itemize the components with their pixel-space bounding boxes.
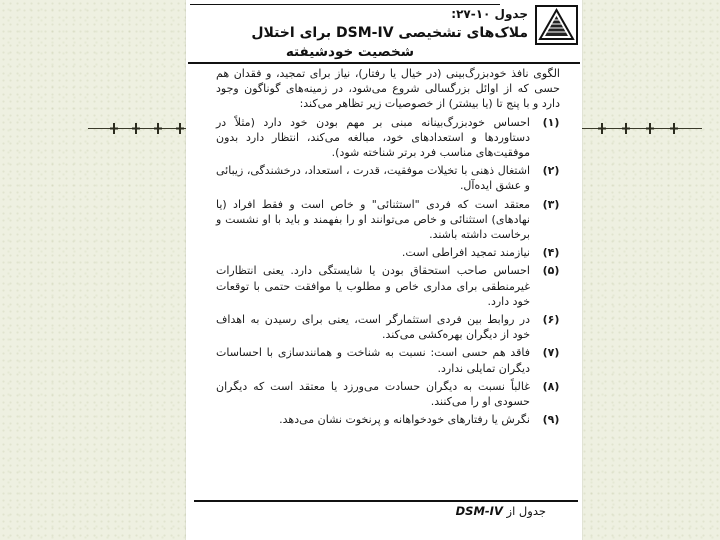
- criterion-number: (۱): [542, 115, 560, 129]
- publisher-logo-icon: [535, 5, 578, 45]
- criterion-item: [216, 163, 564, 193]
- criterion-text: احساس صاحب استحقاق بودن یا شایستگی دارد. یعنی انتظارات غیرمنطقی برای مداری خاص و مطلوب یا موافقت حتمی با توقعات خود دارد.: [216, 264, 530, 308]
- footer-rule: [194, 500, 578, 502]
- criterion-number: (۷): [542, 346, 560, 360]
- criterion-number: (۶): [542, 313, 560, 327]
- header-top-rule: [190, 4, 500, 5]
- cross-ornament-icon: [176, 123, 184, 134]
- criterion-item: [216, 263, 564, 309]
- criterion-text: اشتغال ذهنی با تخیلات موفقیت، قدرت ، استعداد، درخشندگی، زیبائی و عشق ایده‌آل.: [216, 164, 530, 193]
- cross-ornament-icon: [622, 123, 630, 134]
- table-subtitle: شخصیت خودشیفته: [285, 44, 414, 60]
- criterion-text: معتقد است که فردی "استثنائی" و خاص است و فقط افراد (یا نهادهای) استثنائی و خاص می‌توانند او را بفهمند و باید با او نشست و برخاست داشته باشند.: [216, 197, 530, 242]
- criteria-body: [216, 66, 564, 427]
- criterion-number: (۹): [542, 413, 560, 427]
- criterion-text: غالباً نسبت به دیگران حسادت می‌ورزد یا معتقد است که دیگران حسودی او را می‌کنند.: [216, 379, 530, 409]
- criterion-text: نگرش یا رفتارهای خودخواهانه و پرنخوت نشان می‌دهد.: [279, 413, 530, 427]
- table-label: جدول ۱۰-۲۷:: [451, 7, 528, 21]
- criterion-item: [216, 197, 564, 243]
- table-title: ملاک‌های تشخیصی DSM-IV برای اختلال: [251, 25, 528, 41]
- criterion-number: (۳): [542, 197, 560, 211]
- criterion-item: [216, 379, 564, 409]
- cross-ornament-icon: [670, 123, 678, 134]
- criterion-item: [216, 345, 564, 375]
- cross-ornament-icon: [132, 123, 140, 134]
- criterion-number: (۵): [542, 264, 560, 278]
- source-name: DSM-IV: [455, 504, 503, 518]
- scanned-document-page: [186, 0, 582, 540]
- criterion-text: در روابط بین فردی استثمارگر است، یعنی برای رسیدن به اهداف خود از دیگران بهره‌کشی می‌کند.: [216, 313, 530, 342]
- criterion-item: [216, 115, 564, 161]
- cross-ornament-icon: [646, 123, 654, 134]
- criteria-list: [216, 115, 564, 428]
- source-note: [456, 504, 546, 518]
- cross-ornament-icon: [110, 123, 118, 134]
- header-bottom-rule: [188, 62, 580, 64]
- criterion-text: نیازمند تمجید افراطی است.: [401, 246, 530, 260]
- criterion-item: [216, 245, 564, 260]
- source-prefix: جدول از: [506, 504, 546, 518]
- criterion-number: (۴): [542, 246, 560, 260]
- criterion-text: احساس خودبزرگ‌بینانه مبنی بر مهم بودن خود دارد (مثلاً در دستاوردها و استعدادهای خود، مبالغه می‌کند، انتظار دارد بدون موفقیت‌های مناسب فرد برتر شناخته شود).: [216, 115, 530, 160]
- criterion-number: (۸): [542, 379, 560, 393]
- cross-ornament-icon: [154, 123, 162, 134]
- criterion-item: [216, 412, 564, 427]
- cross-ornament-icon: [598, 123, 606, 134]
- criterion-number: (۲): [542, 164, 560, 178]
- criterion-item: [216, 312, 564, 342]
- intro-paragraph: الگوی نافذ خودبزرگ‌بینی (در خیال یا رفتار)، نیاز برای تمجید، و فقدان هم حسی که از اوائل بزرگسالی شروع می‌شود، در زمینه‌های گوناگون وجود دارد و با پنج تا (یا بیشتر) از خصوصیات زیر تظاهر می‌کند:: [216, 67, 560, 111]
- criterion-text: فاقد هم حسی است: نسبت به شناخت و همانندسازی با احساسات دیگران تمایلی ندارد.: [216, 346, 530, 375]
- table-header: [186, 0, 582, 62]
